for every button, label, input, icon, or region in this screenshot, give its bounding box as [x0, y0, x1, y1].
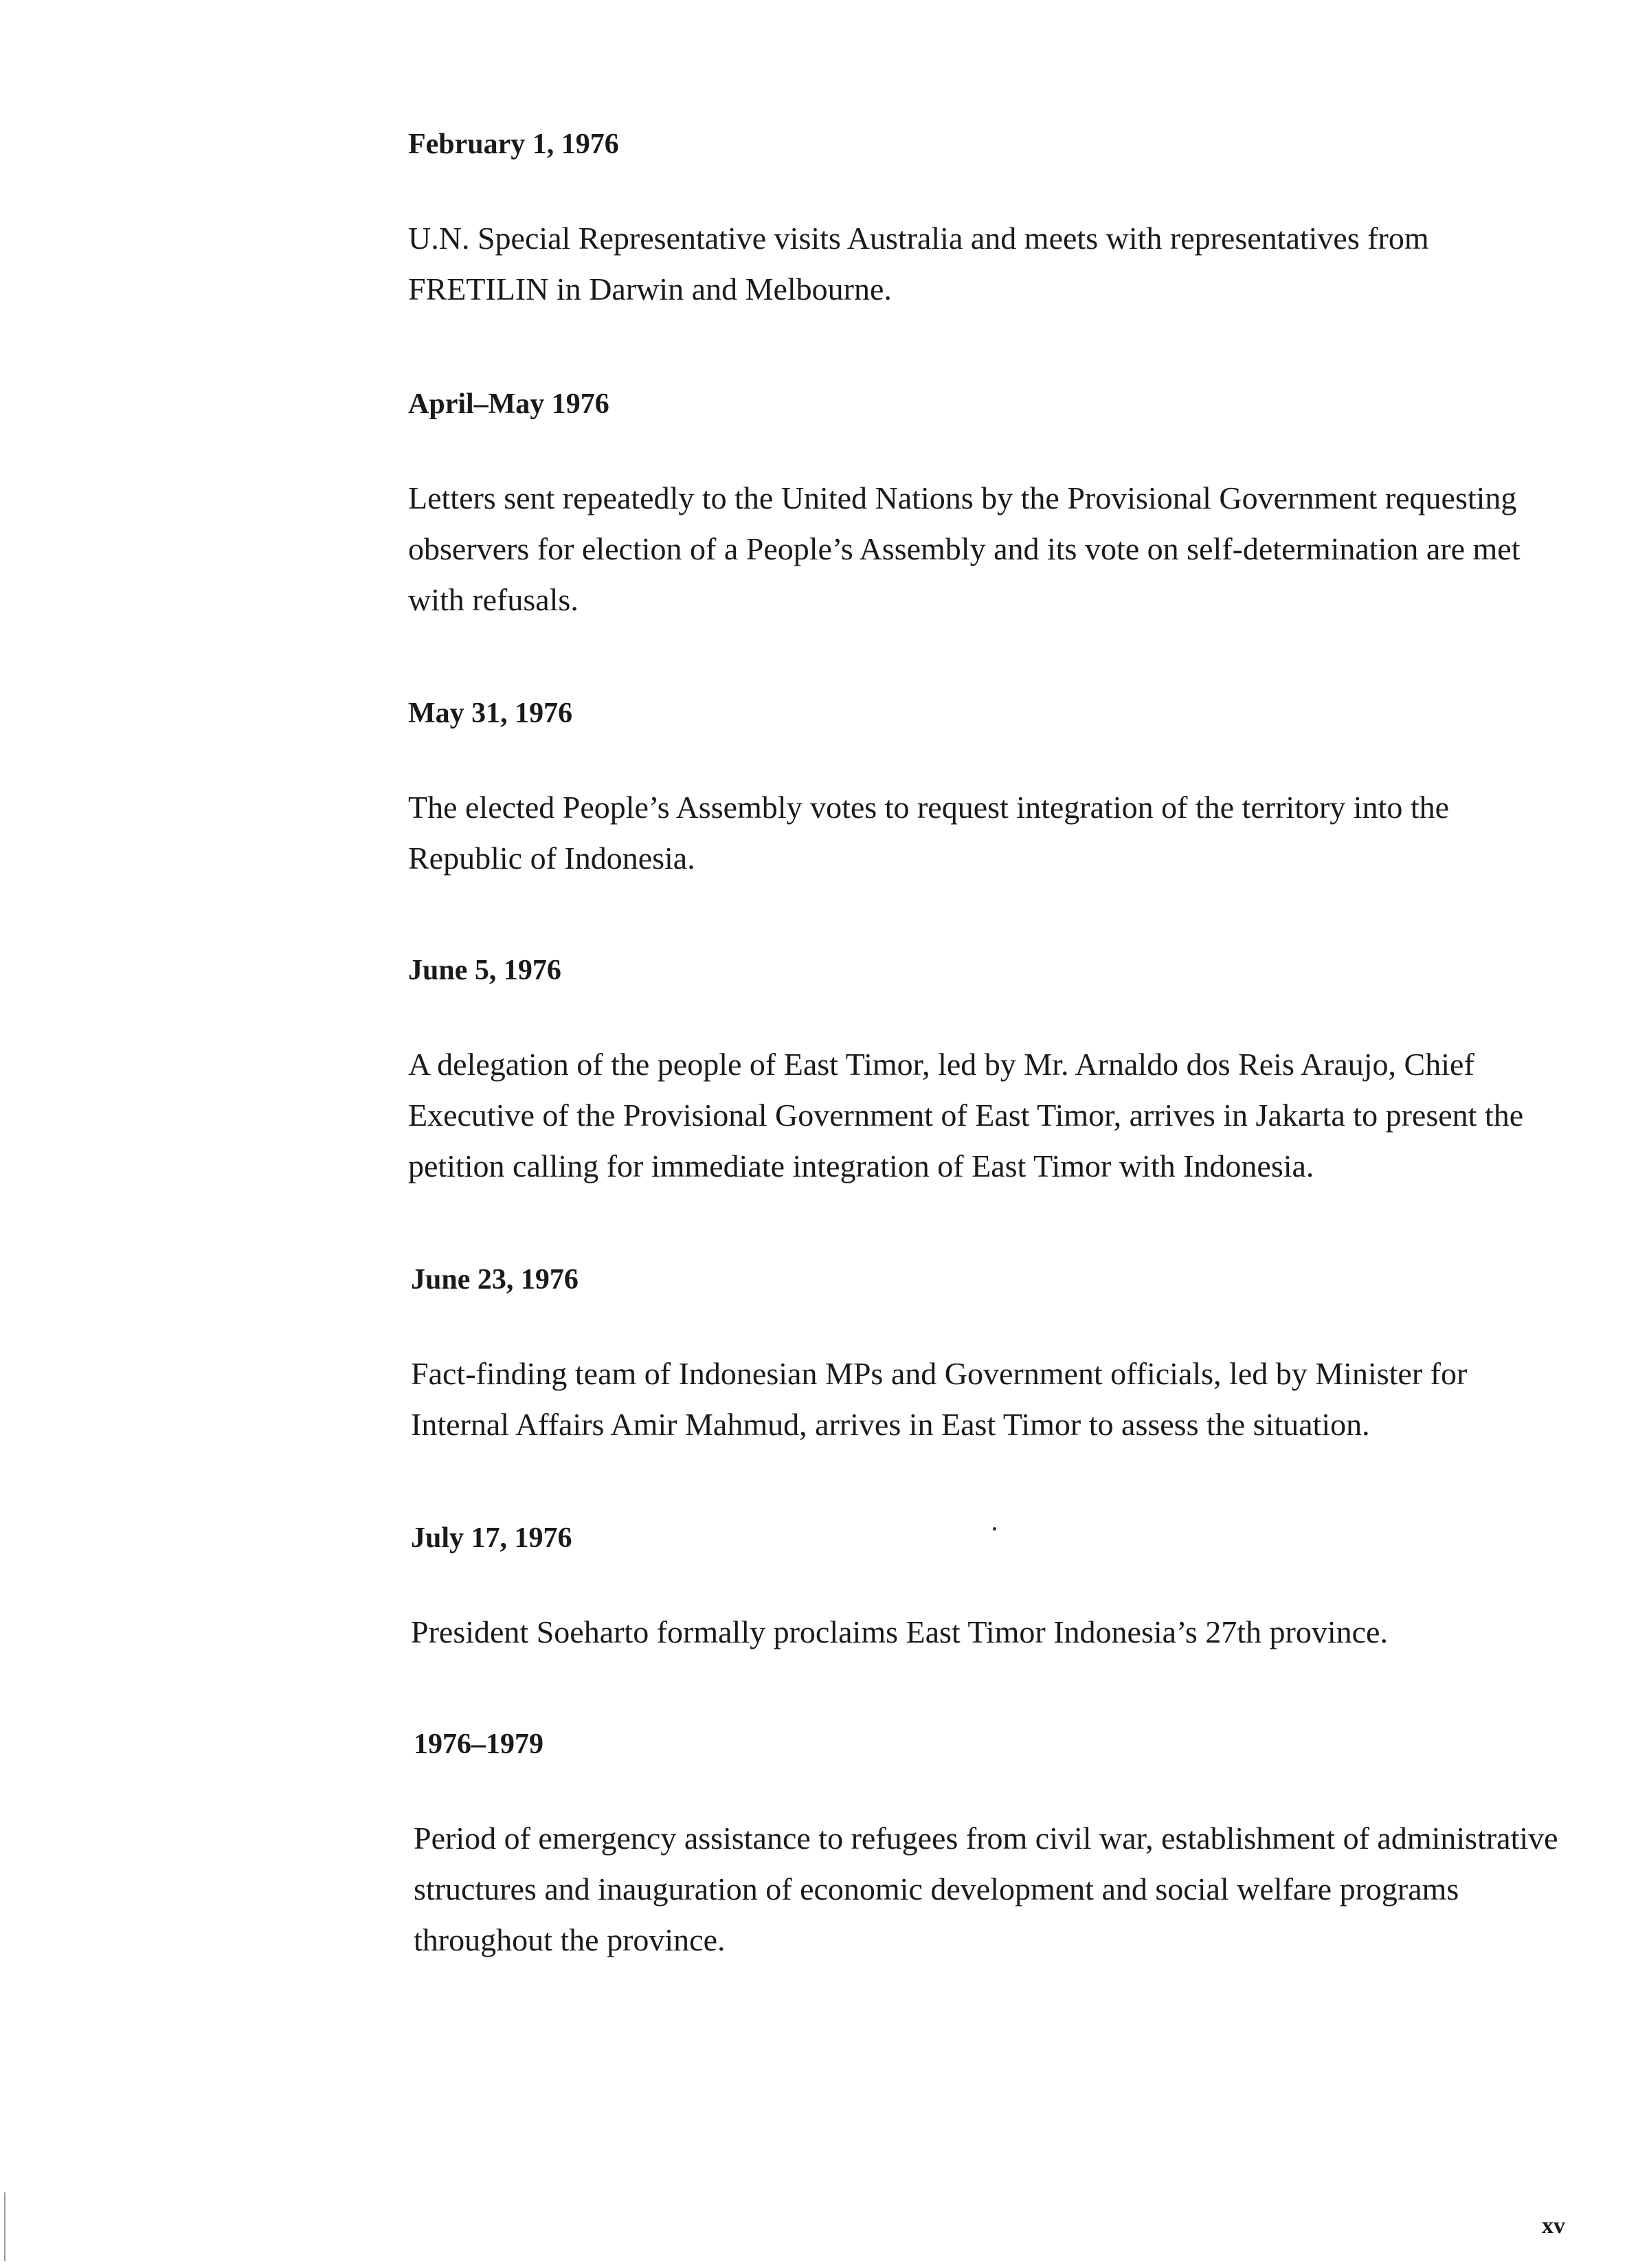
entry-date: February 1, 1976	[408, 129, 619, 160]
page-number: xv	[1542, 2213, 1565, 2238]
entry-date: June 5, 1976	[408, 955, 561, 986]
entry-text: Letters sent repeatedly to the United Nations by the Provisional Government requesting observers for election of a People’s Assembly and its vote on self-determination are met with refusals.	[408, 480, 1521, 617]
scan-edge-mark	[4, 2192, 5, 2261]
timeline-entry	[408, 696, 1569, 884]
entry-text: A delegation of the people of East Timor, led by Mr. Arnaldo dos Reis Araujo, Chief Executive of the Provisional Government of East Timor, arrives in Jakarta to present the petition calling for immediate integration of East Timor with Indonesia.	[408, 1047, 1524, 1183]
timeline-entry	[414, 1726, 1575, 1966]
entry-text: President Soeharto formally proclaims East Timor Indonesia’s 27th province.	[411, 1614, 1388, 1649]
entry-text: U.N. Special Representative visits Australia and meets with representatives from FRETILIN in Darwin and Melbourne.	[408, 221, 1429, 307]
entry-date: 1976–1979	[414, 1728, 543, 1760]
scan-speck	[993, 1527, 996, 1531]
timeline-entry	[408, 953, 1569, 1192]
entry-text: Period of emergency assistance to refugees from civil war, establishment of administrative structures and inauguration of economic development and social welfare programs throughout the province.	[414, 1821, 1558, 1957]
timeline-entry	[408, 126, 1569, 315]
entry-text: The elected People’s Assembly votes to request integration of the territory into the Republic of Indonesia.	[408, 790, 1450, 876]
timeline-entry	[411, 1520, 1572, 1658]
timeline-entry	[411, 1262, 1572, 1450]
entry-date: June 23, 1976	[411, 1264, 579, 1296]
timeline-entry	[408, 386, 1569, 625]
entry-date: July 17, 1976	[411, 1522, 572, 1554]
entry-date: April–May 1976	[408, 388, 609, 420]
entry-date: May 31, 1976	[408, 698, 573, 729]
entry-text: Fact-finding team of Indonesian MPs and Government officials, led by Minister for Internal Affairs Amir Mahmud, arrives in East Timor to assess the situation.	[411, 1356, 1468, 1442]
